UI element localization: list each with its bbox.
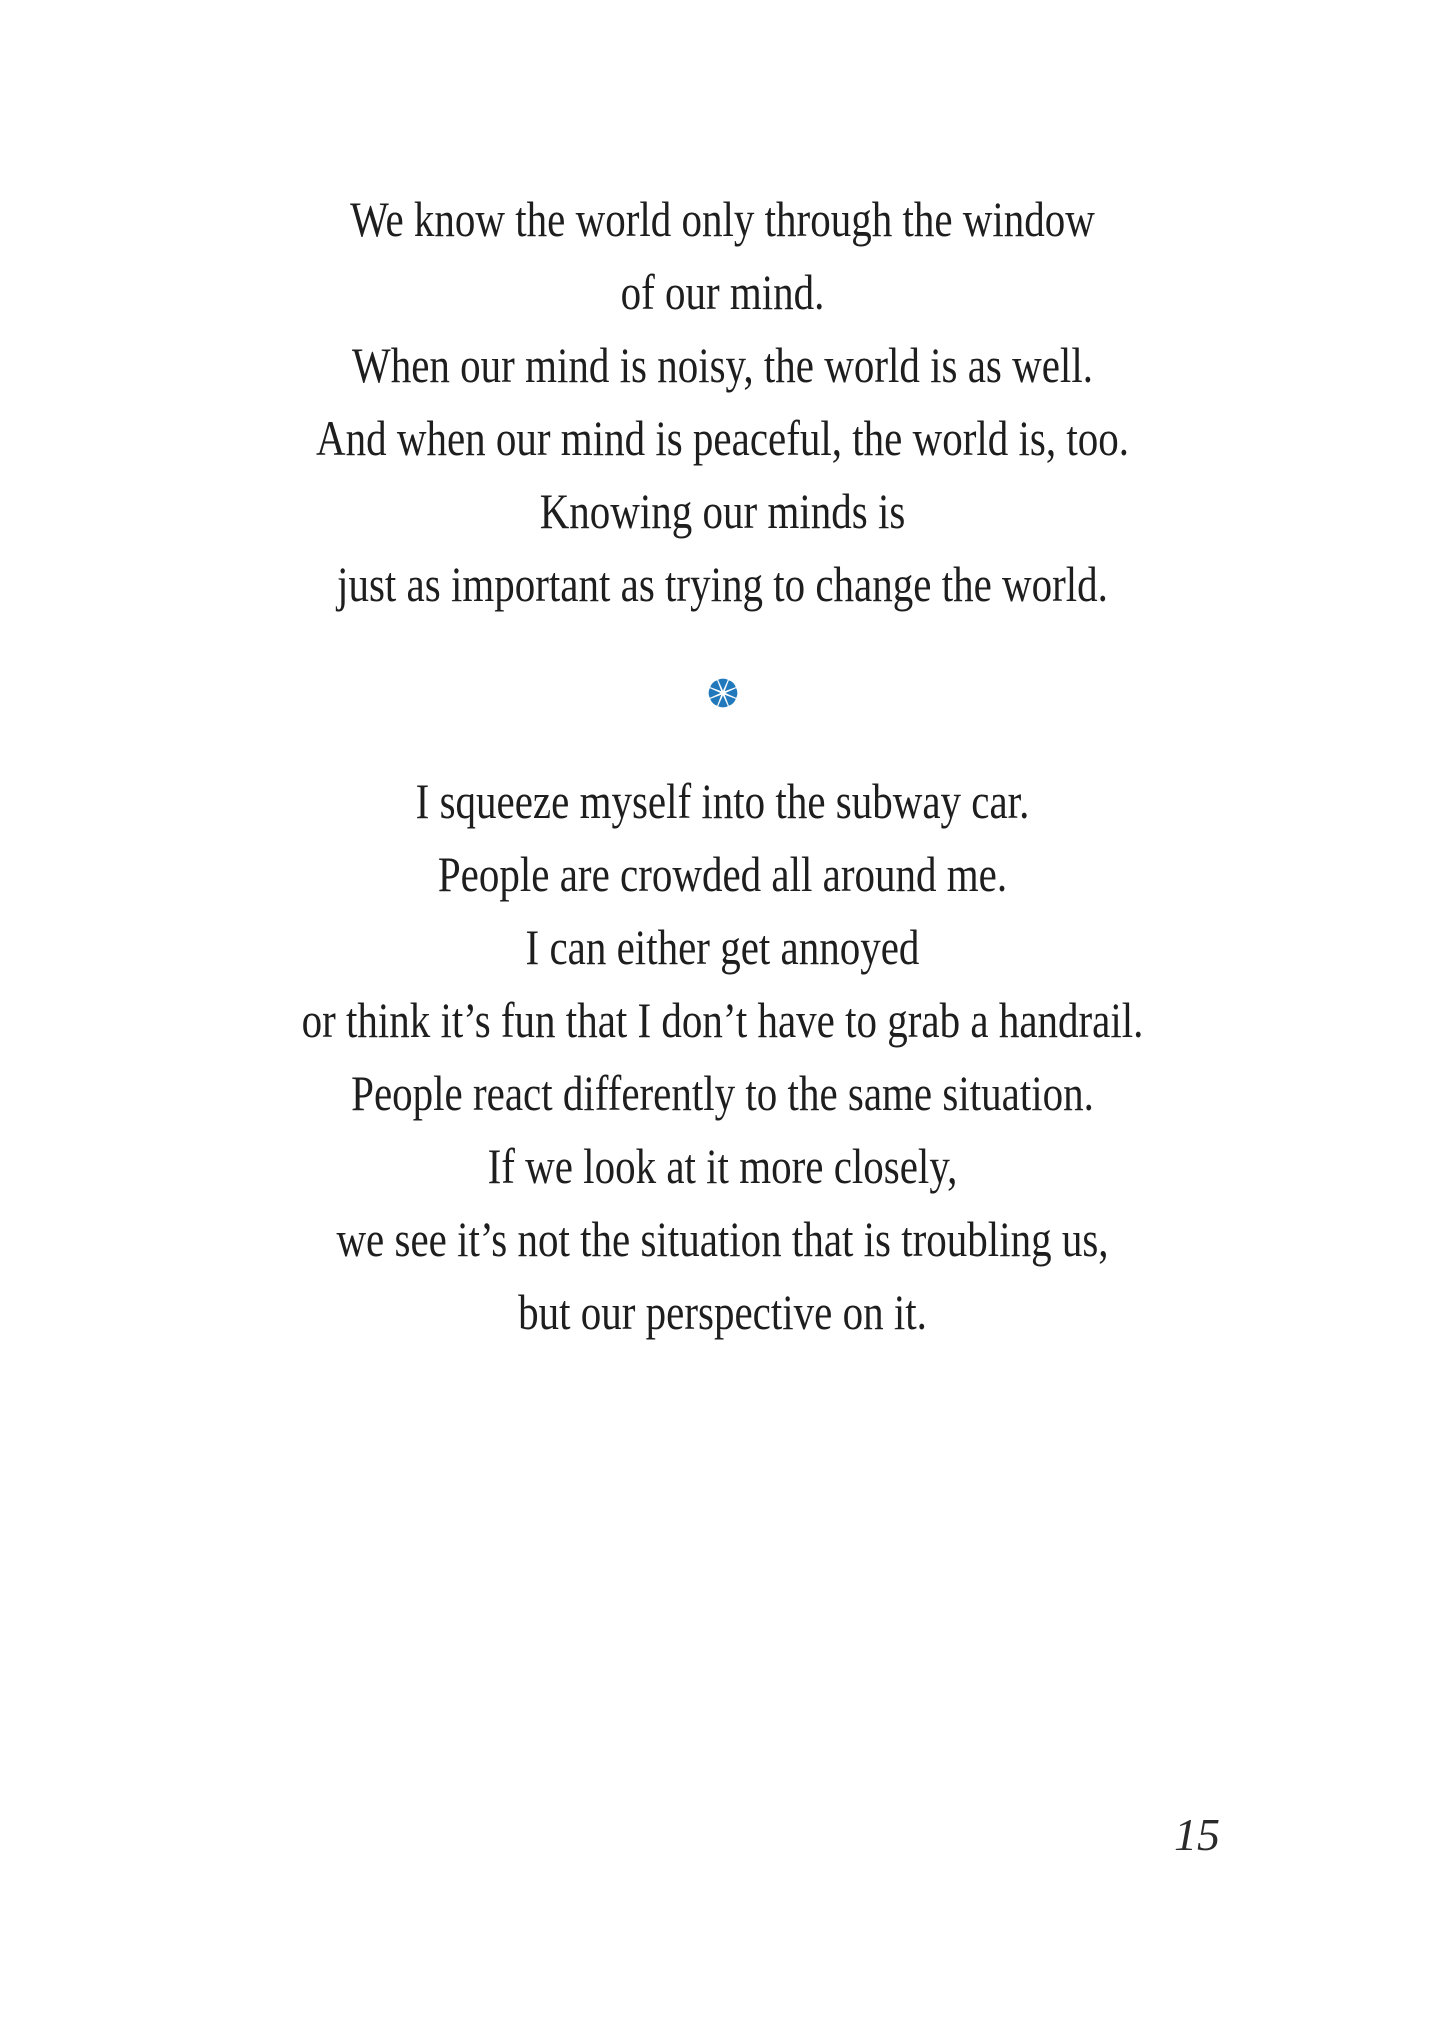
poem-line: If we look at it more closely, (487, 1138, 958, 1194)
poem-line: I squeeze myself into the subway car. (415, 773, 1030, 829)
poem-line: we see it’s not the situation that is troubling us, (336, 1211, 1109, 1267)
poem-line: Knowing our minds is (539, 483, 906, 539)
poem-line: or think it’s fun that I don’t have to grab a handrail. (301, 992, 1144, 1048)
poem-block (0, 183, 1445, 1349)
poem-line: We know the world only through the window (350, 191, 1095, 247)
poem-line: People are crowded all around me. (437, 846, 1008, 902)
page-number: 15 (1174, 1809, 1220, 1860)
poem-line: And when our mind is peaceful, the world is, too. (315, 410, 1130, 466)
asterisk-ornament-icon (706, 676, 740, 710)
poem-line: just as important as trying to change the world. (337, 556, 1108, 612)
poem-line: of our mind. (620, 264, 825, 320)
poem-line: When our mind is noisy, the world is as well. (352, 337, 1093, 393)
stanza-two (130, 765, 1315, 1349)
poem-line: I can either get annoyed (525, 919, 920, 975)
poem-line: but our perspective on it. (518, 1284, 927, 1340)
stanza-one (130, 183, 1315, 621)
poem-line: People react differently to the same situation. (351, 1065, 1094, 1121)
stanza-divider (0, 673, 1445, 713)
